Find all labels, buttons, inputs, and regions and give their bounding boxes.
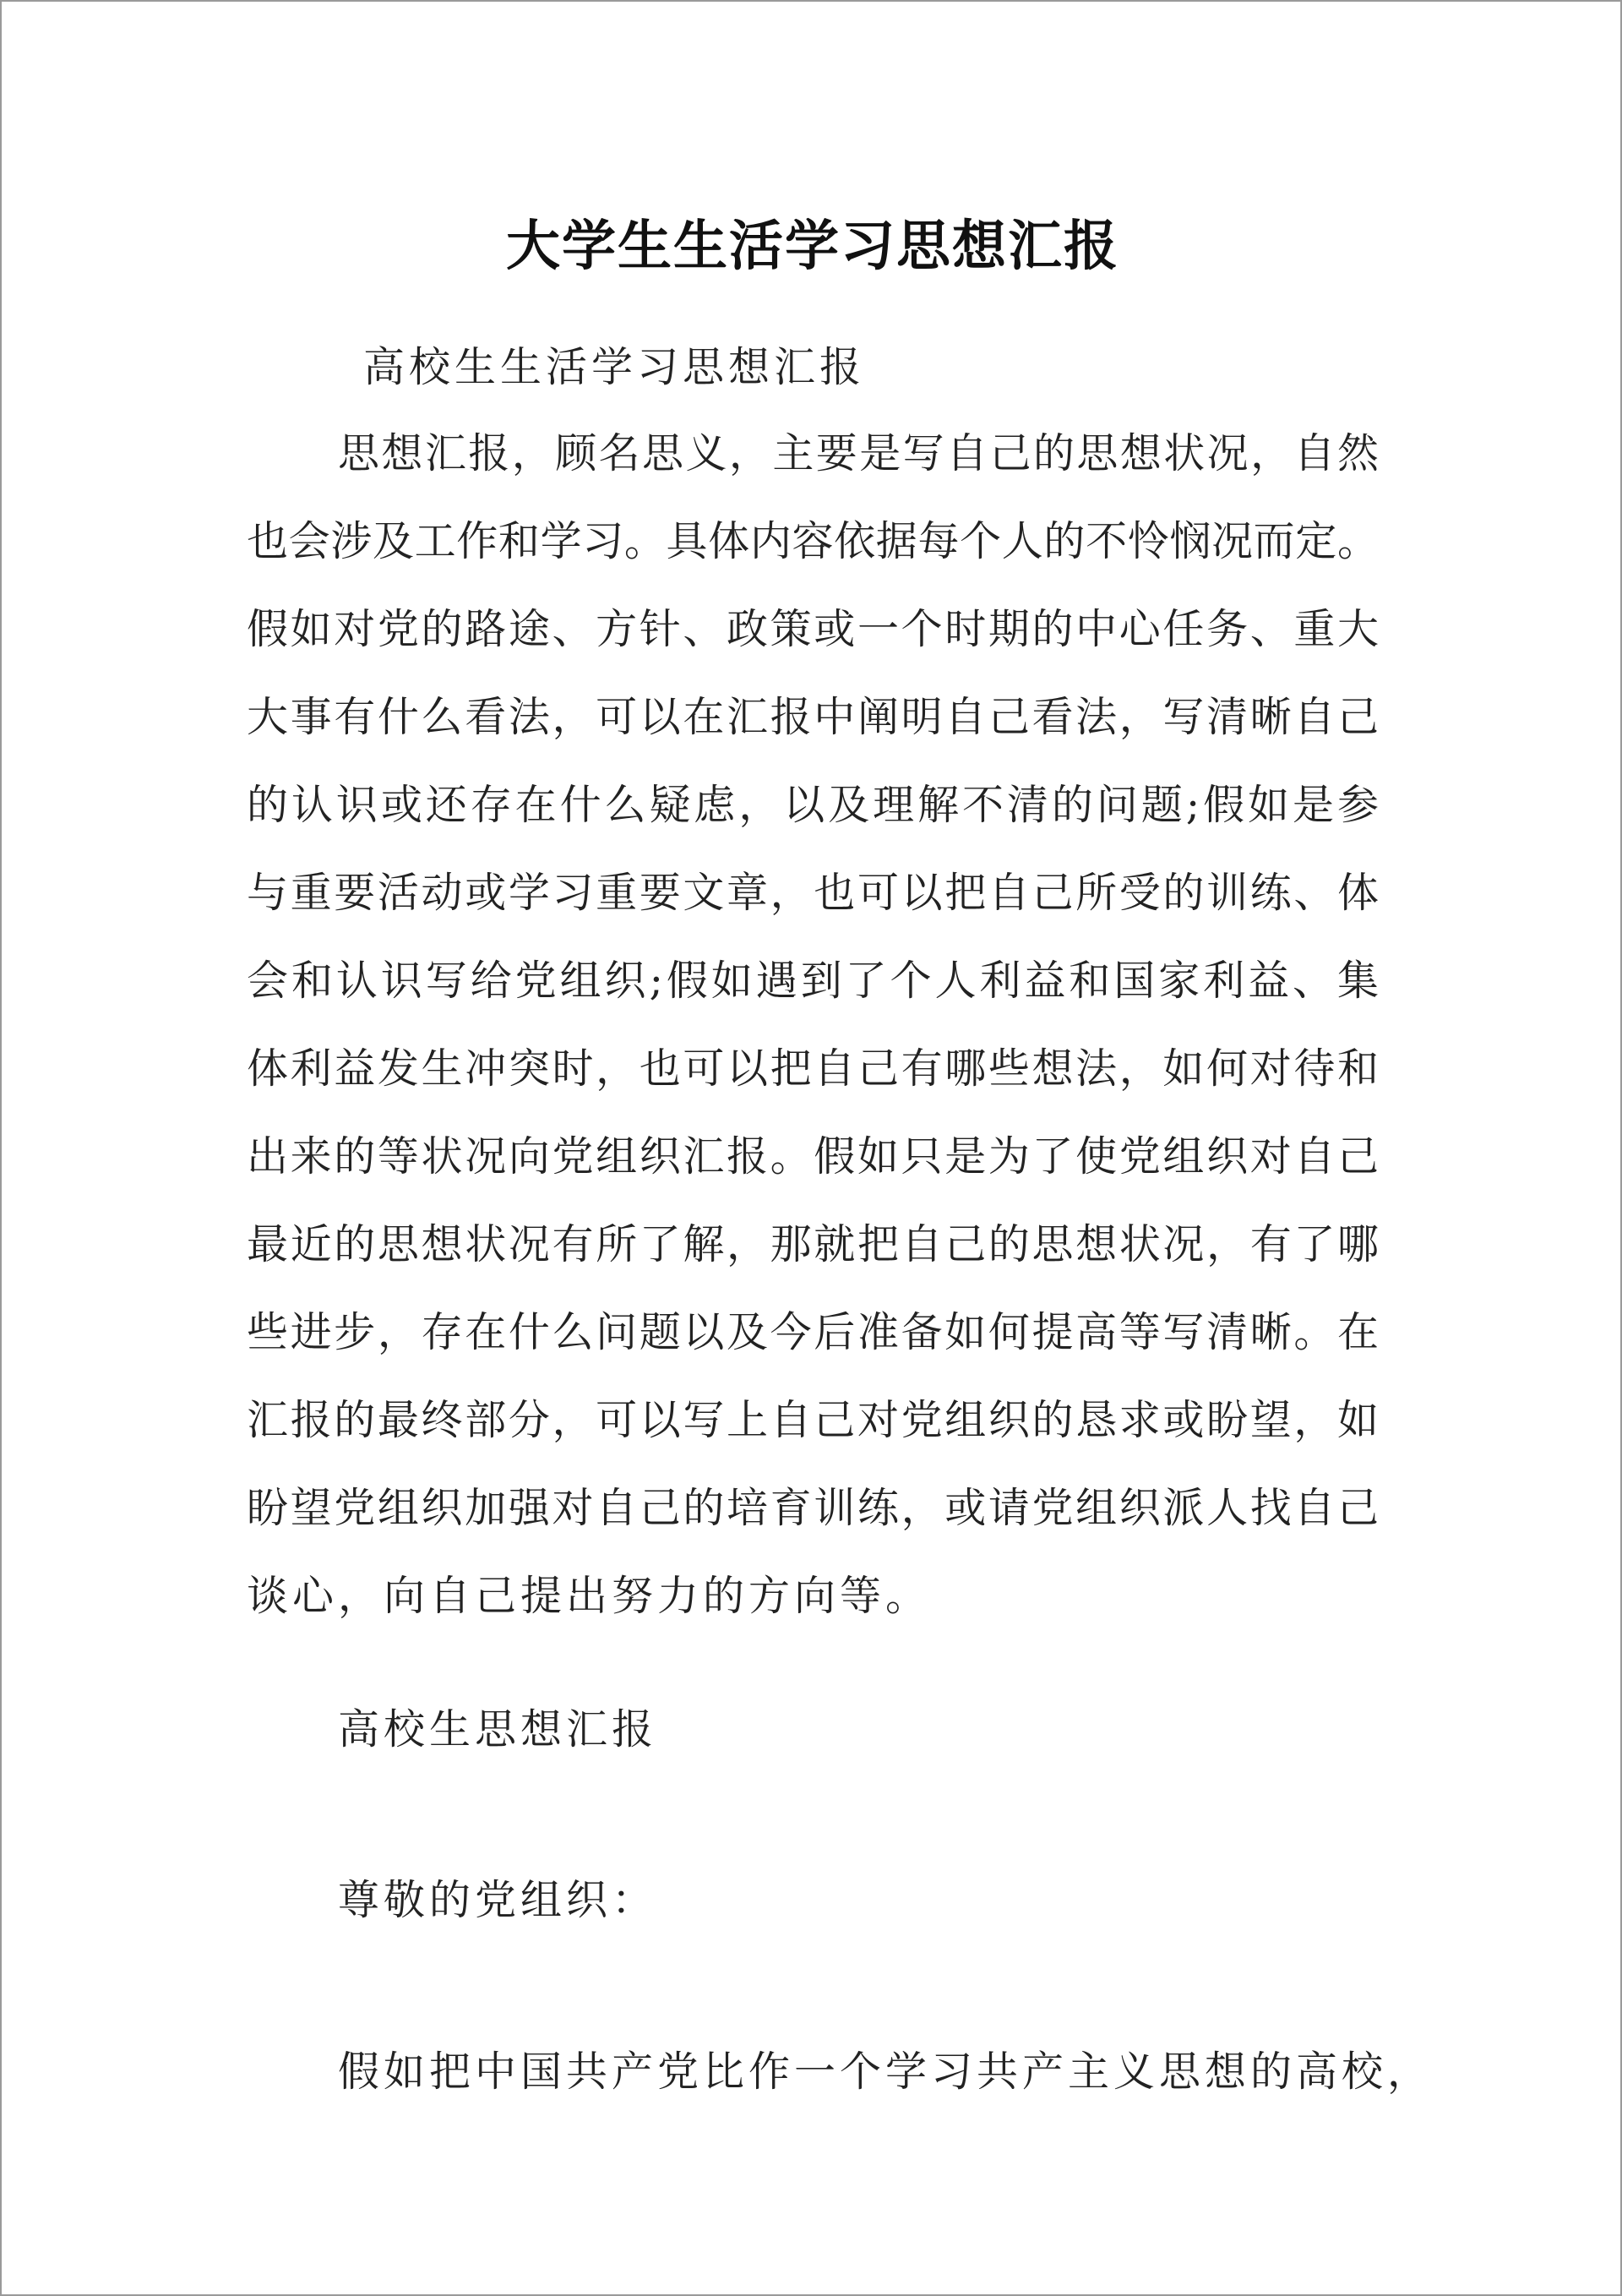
paragraph-line: 最近的思想状况有所了解，那就把自己的思想状况，有了哪 <box>247 1220 1379 1268</box>
paragraph-line: 假如对党的路途、方针、政策或一个时期的中心任务、重大 <box>247 605 1379 653</box>
paragraph-line: 与重要活动或学习重要文章，也可以把自己所受的训练、体 <box>247 869 1379 917</box>
paragraph-line: 体利益发生冲突时，也可以把自己有哪些想法，如何对待和 <box>247 1044 1379 1093</box>
body-first-line: 假如把中国共产党比作一个学习共产主义思想的高校， <box>338 2048 1434 2096</box>
document-title: 大学生生活学习思想汇报 <box>506 215 1119 278</box>
paragraph-line: 的认识或还存在什么疑虑，以及理解不清的问题;假如是参 <box>247 781 1379 829</box>
document-subtitle: 高校生生活学习思想汇报 <box>363 343 866 391</box>
paragraph-line: 大事有什么看法，可以在汇报中阐明自己看法，写清晰自己 <box>247 693 1379 741</box>
paragraph-line: 也会涉及工作和学习。具体内容依据每个人的不怜悯况而定。 <box>247 517 1379 565</box>
paragraph-line: 些进步，存在什么问题以及今后准备如何提高等写清晰。在 <box>247 1308 1379 1356</box>
salutation: 尊敬的党组织： <box>338 1876 658 1924</box>
paragraph-line: 会和认识写给党组织;假如遇到了个人利益和国家利益、集 <box>247 957 1379 1005</box>
paragraph-line: 思想汇报，顾名思义，主要是写自己的思想状况，自然 <box>338 429 1379 477</box>
paragraph-line: 汇报的最终部分，可以写上自己对党组织的恳求或盼望，如 <box>247 1396 1379 1444</box>
paragraph-line: 谈心，向自己提出努力的方向等。 <box>247 1572 932 1620</box>
paragraph-line: 出来的等状况向党组织汇报。假如只是为了使党组织对自己 <box>247 1132 1379 1181</box>
intro-paragraph <box>247 410 1379 1640</box>
paragraph-line: 盼望党组织加强对自己的培育训练，或请党组织派人找自己 <box>247 1484 1379 1532</box>
section-heading: 高校生思想汇报 <box>338 1705 658 1753</box>
